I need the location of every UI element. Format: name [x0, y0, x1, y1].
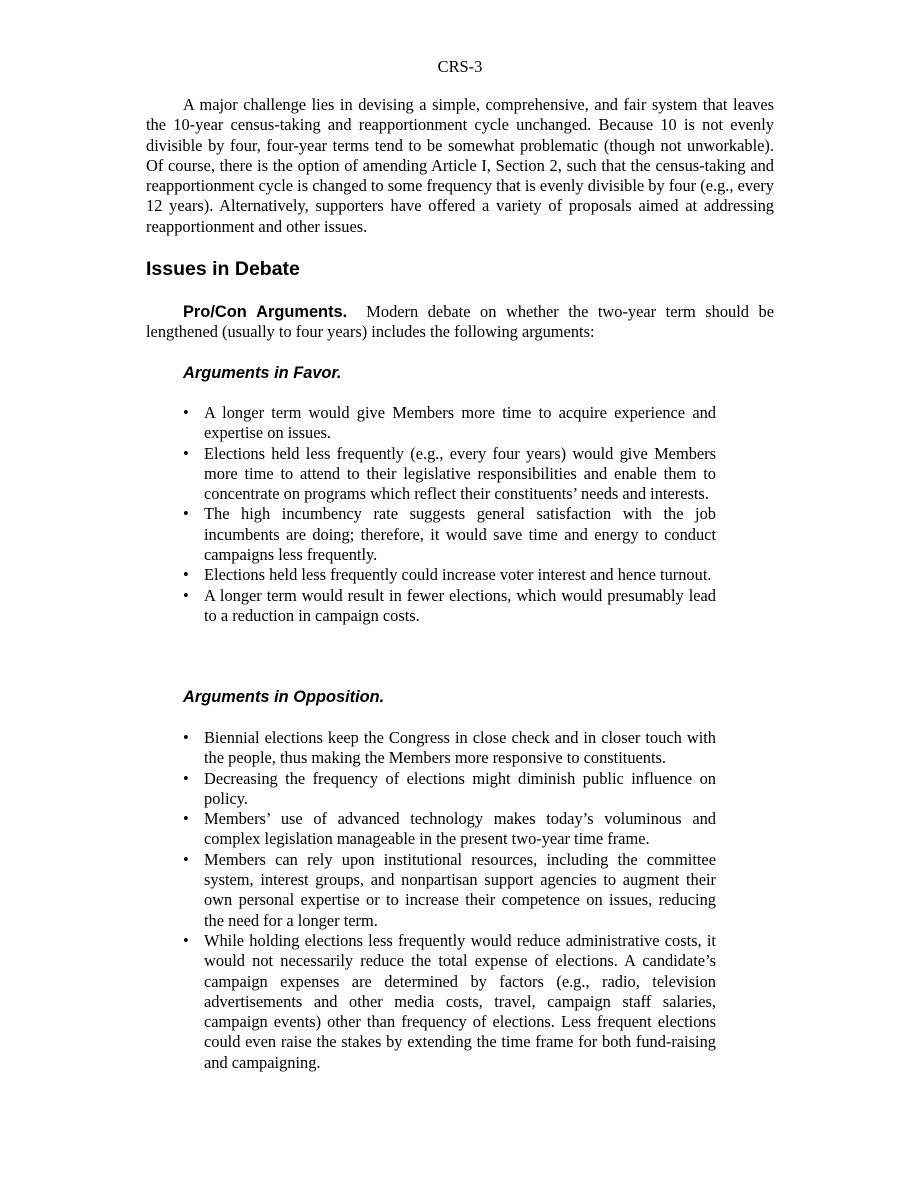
list-item-text: Members can rely upon institutional resources, including the committee system, interest groups, and nonpartisan support agencies to augment their own personal expertise or to increase their competence on issues, reducing the need for a longer term.	[204, 849, 716, 930]
list-item	[183, 504, 716, 565]
list-item-text: Decreasing the frequency of elections might diminish public influence on policy.	[204, 768, 716, 808]
bullet-icon: •	[183, 728, 189, 747]
bullet-icon: •	[183, 403, 189, 422]
procon-runin-heading: Pro/Con Arguments.	[183, 303, 348, 321]
favor-heading: Arguments in Favor.	[183, 364, 342, 382]
opposition-heading: Arguments in Opposition.	[183, 688, 385, 706]
list-item-text: Biennial elections keep the Congress in close check and in closer touch with the people, thus making the Members more responsive to constituents.	[204, 728, 716, 768]
list-item	[183, 403, 716, 444]
list-item	[183, 728, 716, 769]
bullet-icon: •	[183, 585, 189, 605]
list-item	[183, 444, 716, 505]
list-item-text: The high incumbency rate suggests general satisfaction with the job incumbents are doing; therefore, it would save time and energy to conduct campaigns less frequently.	[204, 504, 716, 565]
list-item-text: A longer term would result in fewer elections, which would presumably lead to a reduction in campaign costs.	[204, 585, 716, 625]
list-item	[183, 586, 716, 627]
bullet-icon: •	[183, 849, 189, 869]
list-item	[183, 850, 716, 931]
list-item	[183, 565, 716, 585]
list-item	[183, 931, 716, 1073]
favor-list	[183, 403, 716, 626]
bullet-icon: •	[183, 768, 189, 788]
bullet-icon: •	[183, 809, 189, 829]
procon-paragraph	[146, 302, 774, 343]
list-item-text: A longer term would give Members more time to acquire experience and expertise on issues.	[204, 403, 716, 443]
section-heading: Issues in Debate	[146, 258, 300, 280]
bullet-icon: •	[183, 565, 189, 585]
list-item	[183, 769, 716, 810]
list-item-text: Elections held less frequently (e.g., every four years) would give Members more time to attend to their legislative responsibilities and enable them to concentrate on programs which reflect their constituents’ needs and interests.	[204, 443, 716, 504]
bullet-icon: •	[183, 504, 189, 524]
procon-text: Modern debate on whether the two-year term should be lengthened (usually to four years) includes the following arguments:	[146, 302, 774, 342]
page-number: CRS-3	[437, 57, 483, 76]
bullet-icon: •	[183, 930, 189, 950]
list-item-text: Elections held less frequently could increase voter interest and hence turnout.	[204, 565, 712, 585]
list-item-text: Members’ use of advanced technology makes today’s voluminous and complex legislation manageable in the present two-year time frame.	[204, 809, 716, 849]
bullet-icon: •	[183, 443, 189, 463]
list-item	[183, 809, 716, 850]
list-item-text: While holding elections less frequently would reduce administrative costs, it would not necessarily reduce the total expense of elections. A candidate’s campaign expenses are determined by factors (e.g., radio, television advertisements and other media costs, travel, campaign staff salaries, campaign events) other than frequency of elections. Less frequent elections could even raise the stakes by extending the time frame for both fund-raising and campaigning.	[204, 930, 716, 1072]
intro-paragraph: A major challenge lies in devising a simple, comprehensive, and fair system that leaves the 10-year census-taking and reapportionment cycle unchanged. Because 10 is not evenly divisible by four, four-year terms tend to be somewhat problematic (though not unworkable). Of course, there is the option of amending Article I, Section 2, such that the census-taking and reapportionment cycle is changed to some frequency that is evenly divisible by four (e.g., every 12 years). Alternatively, supporters have offered a variety of proposals aimed at addressing reapportionment and other issues.	[146, 95, 774, 236]
opposition-list	[183, 728, 716, 1073]
